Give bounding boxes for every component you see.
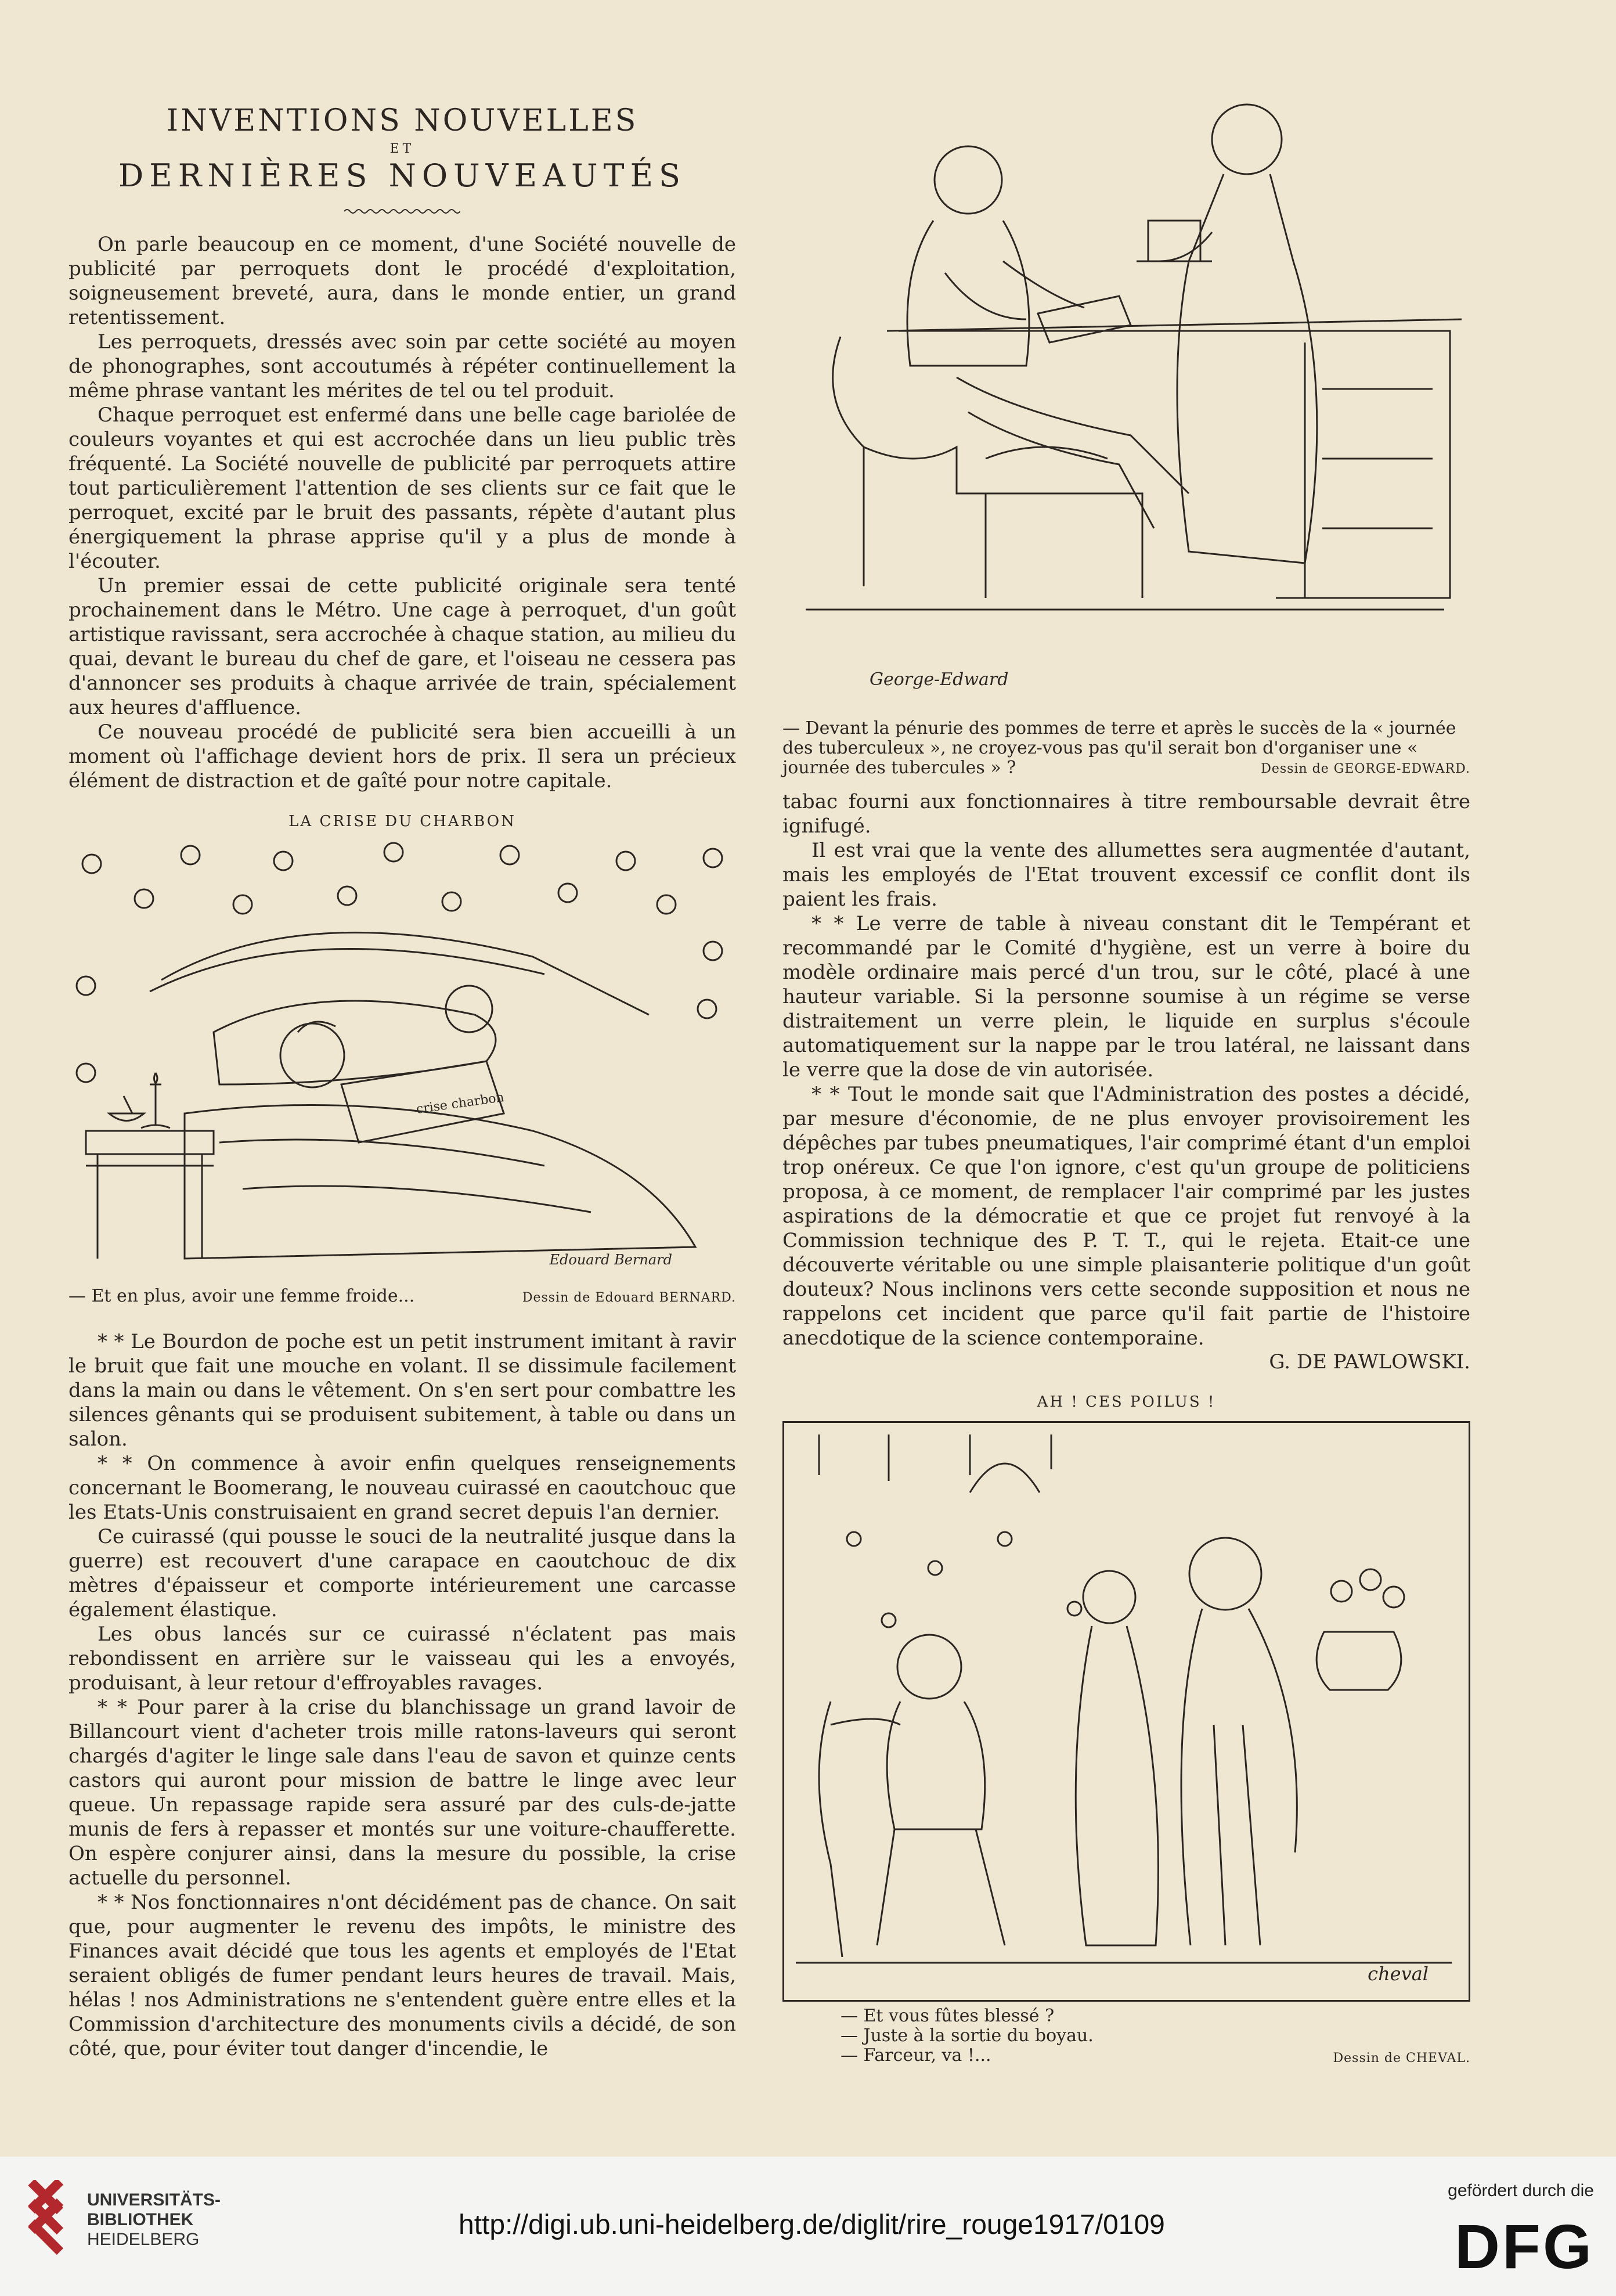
intro-paragraph: Les perroquets, dressés avec soin par cette société au moyen de phonographes, sont accoutumés à répéter continuellement la même phrase vantant les mérites de tel ou tel produit. (68, 330, 736, 402)
intro-paragraph: Ce nouveau procédé de publicité sera bien accueilli à un moment où l'affichage devient hors de prix. Il sera un précieux élément de distraction et de gaîté pour notre capitale. (68, 720, 736, 792)
funding-note: gefördert durch die (1448, 2181, 1594, 2200)
intro-paragraph: On parle beaucoup en ce moment, d'une Société nouvelle de publicité par perroquets dont le procédé d'exploitation, soigneusement breveté, aura, dans le monde entier, un grand retentissement. (68, 233, 736, 329)
document-url-link[interactable]: http://digi.ub.uni-heidelberg.de/diglit/rire_rouge1917/0109 (459, 2210, 1165, 2240)
cartoon-caption-line: — Et vous fûtes blessé ? (841, 2006, 1055, 2026)
page-subtitle: DERNIÈRES NOUVEAUTÉS (118, 157, 686, 194)
university-name-line: BIBLIOTHEK (87, 2210, 194, 2229)
cartoon-poilus (782, 1421, 1470, 2002)
university-name-line: HEIDELBERG (87, 2230, 200, 2249)
heidelberg-library-logo (22, 2180, 74, 2267)
cartoon-caption-line: — Farceur, va !... (841, 2045, 991, 2066)
news-item: * * Nos fonctionnaires n'ont décidément pas de chance. On sait que, pour augmenter le revenu des impôts, le ministre des Finances avait décidé que tous les agents et employés de l'Etat seraient obligés de fumer pendant leurs heures de travail. Mais, hélas ! nos Administrations ne s'entendent guère entre elles et la Commission d'architecture des monuments civils a décidé, de son côté, que, pour éviter tout danger d'incendie, le (68, 1891, 736, 2060)
news-item: tabac fourni aux fonctionnaires à titre remboursable devrait être ignifugé. (782, 790, 1470, 838)
figure-caption-block (782, 719, 1470, 778)
news-item: Il est vrai que la vente des allumettes sera augmentée d'autant, mais les employés de l'Etat trouvent excessif ce conflit dont ils paient les frais. (782, 839, 1470, 911)
cartoon-artist-signature: Edouard Bernard (549, 1252, 672, 1268)
news-item: Ce cuirassé (qui pousse le souci de la neutralité jusque dans la guerre) est recouvert d'une carapace en caoutchouc de dix mètres d'épaisseur et comporte intérieurement une carcasse également élastique. (68, 1525, 736, 1621)
cartoon-poilus-illustration (784, 1423, 1469, 2000)
cartoon-caption-lines (841, 2006, 1094, 2066)
figure-title-coal-crisis: LA CRISE DU CHARBON (288, 813, 516, 830)
left-column (68, 87, 736, 2061)
cartoon-caption-line: — Juste à la sortie du boyau. (841, 2025, 1094, 2046)
wallpaper-pattern (819, 1434, 1081, 1627)
right-column (782, 87, 1470, 2066)
wallpaper-pattern (77, 843, 722, 1082)
intro-paragraph: Chaque perroquet est enfermé dans une belle cage bariolée de couleurs voyantes et qui est accrochée dans un lieu public très fréquenté. La Société nouvelle de publicité par perroquets attire tout particulièrement l'attention de ses clients sur ce fait que le perroquet, excité par le bruit des passants, répète d'autant plus énergiquement la phrase apprise qu'il y a plus de monde à l'écouter. (68, 403, 736, 573)
title-conjunction: ET (389, 142, 415, 156)
library-footer (0, 2157, 1616, 2296)
cartoon-credit: Dessin de GEORGE-EDWARD. (1261, 762, 1470, 776)
figure-caption-row (841, 2006, 1470, 2066)
figure-title-poilus: AH ! CES POILUS ! (1037, 1393, 1216, 1411)
dfg-logo: DFG (1455, 2211, 1594, 2281)
wavy-rule-divider (344, 207, 460, 216)
cartoon-credit: Dessin de Edouard BERNARD. (522, 1291, 736, 1305)
cartoon-coal-crisis (68, 841, 736, 1282)
cartoon-coal-crisis-illustration (68, 841, 736, 1282)
cartoon-credit: Dessin de CHEVAL. (1333, 2051, 1470, 2066)
news-item: * * On commence à avoir enfin quelques renseignements concernant le Boomerang, le nouveau cuirassé en caoutchouc que les Etats-Unis construisaient en grand secret depuis l'an dernier. (68, 1452, 736, 1524)
news-item: * * Tout le monde sait que l'Administration des postes a décidé, par mesure d'économie, de ne plus envoyer provisoirement les dépêches par tubes pneumatiques, l'air comprimé étant d'un emploi trop onéreux. Ce que l'on ignore, c'est qu'un groupe de politiciens proposa, à ce moment, de remplacer l'air comprimé par les justes aspirations de la démocratie et que ce projet fut renvoyé à la Commission technique des P. T. T., qui le rejeta. Etait-ce une découverte véritable ou une simple plaisanterie politique d'un goût douteux? Nous inclinons vers cette seconde supposition et nous ne rappelons cet incident que parce qu'il fait partie de l'histoire anecdotique de la science contemporaine. (782, 1083, 1470, 1350)
cartoon-artist-signature: cheval (1368, 1963, 1429, 1985)
page-title: INVENTIONS NOUVELLES (166, 103, 639, 138)
author-signature: G. DE PAWLOWSKI. (1269, 1350, 1470, 1374)
news-item: * * Pour parer à la crise du blanchissage un grand lavoir de Billancourt vient d'acheter trois mille ratons-laveurs qui seront chargés d'agiter le linge sale dans l'eau de savon et quinze cents castors qui auront pour mission de battre le linge avec leur queue. Un repassage rapide sera assuré par des culs-de-jatte munis de fers à repasser et montés sur une voiture-chaufferette. On espère conjurer ainsi, dans la mesure du possible, la crise actuelle du personnel. (68, 1696, 736, 1890)
university-library-name (87, 2190, 221, 2250)
cartoon-caption: — Devant la pénurie des pommes de terre et après le succès de la « journée des tuberculeux », ne croyez-vous pas qu'il serait bon d'organiser une « journée des tubercules » ? (782, 718, 1456, 778)
cartoon-newspaper-text: crise charbon (415, 1090, 506, 1117)
cartoon-potatoes-illustration (782, 87, 1470, 714)
university-name-line: UNIVERSITÄTS- (87, 2190, 221, 2210)
news-item: * * Le verre de table à niveau constant dit le Tempérant et recommandé par le Comité d'hygiène, est un verre à boire du modèle ordinaire mais percé d'un trou, sur le côté, placé à une hauteur variable. Si la personne soumise à un régime se verse distraitement un verre plein, le liquide en surplus s'écoule automatiquement sur la nappe par le trou latéral, ne laissant dans le verre que la dose de vin autorisée. (782, 912, 1470, 1082)
cartoon-artist-signature: George-Edward (870, 669, 1009, 690)
figure-caption-row (68, 1286, 736, 1306)
cartoon-potatoes (782, 87, 1470, 714)
cartoon-caption: — Et en plus, avoir une femme froide... (68, 1286, 415, 1306)
news-item: Les obus lancés sur ce cuirassé n'éclatent pas mais rebondissent en arrière sur le vaisseau qui les a envoyés, produisant, à leur retour d'effroyables ravages. (68, 1623, 736, 1695)
intro-paragraph: Un premier essai de cette publicité originale sera tenté prochainement dans le Métro. Une cage à perroquet, d'un goût artistique ravissant, sera accrochée à chaque station, au milieu du quai, devant le bureau du chef de gare, et l'oiseau ne cessera pas d'annoncer ses produits à chaque arrivée de train, spécialement aux heures d'affluence. (68, 574, 736, 719)
news-item: * * Le Bourdon de poche est un petit instrument imitant à ravir le bruit que fait une mouche en volant. Il se dissimule facilement dans la main ou dans le vêtement. On s'en sert pour combattre les silences gênants qui se produisent subitement, à table ou dans un salon. (68, 1330, 736, 1451)
